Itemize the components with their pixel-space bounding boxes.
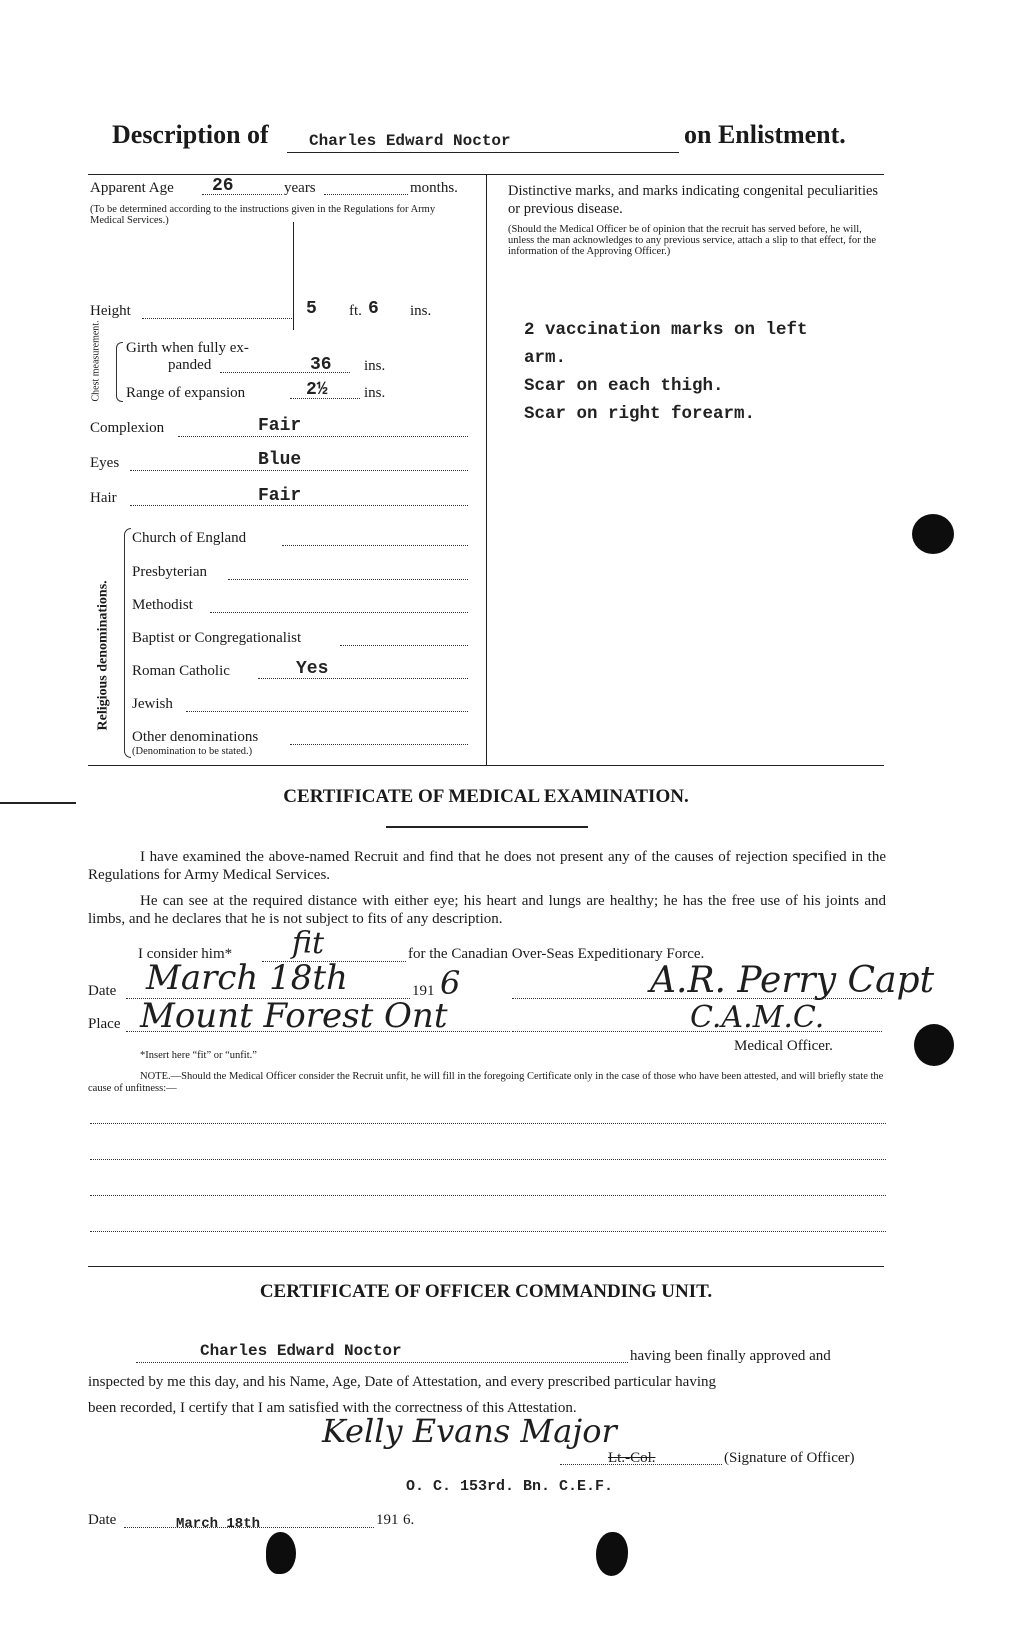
header-prefix: Description of	[112, 120, 269, 149]
officer-signature-dots	[560, 1464, 722, 1465]
officer-name-dots	[136, 1362, 628, 1363]
religion-dots	[282, 545, 468, 546]
medical-year-prefix: 191	[412, 983, 435, 999]
denomination-note: (Denomination to be stated.)	[132, 746, 253, 757]
punch-hole	[914, 1024, 954, 1066]
signature-of-officer-label: (Signature of Officer)	[724, 1450, 855, 1466]
range-value: 2½	[306, 380, 328, 400]
unfit-dots	[90, 1231, 886, 1232]
officer-text-2: inspected by me this day, and his Name, Age, Date of Attestation, and every prescribed particular having	[88, 1374, 717, 1390]
officer-date-label: Date	[88, 1512, 117, 1528]
officer-year-prefix: 191	[376, 1512, 399, 1528]
religion-roman-catholic-value: Yes	[296, 659, 329, 679]
months-label: months.	[410, 180, 458, 196]
punch-hole	[912, 514, 954, 554]
ink-blot	[266, 1532, 296, 1574]
religion-church-of-england: Church of England	[132, 530, 247, 546]
officer-text-1: having been finally approved and	[630, 1348, 831, 1364]
officer-text-3: been recorded, I certify that I am satisfied with the correctness of this Attestation.	[88, 1400, 577, 1416]
medical-year-value: 6	[440, 964, 461, 1002]
age-note: (To be determined according to the instructions given in the Regulations for Army Medical Services.)	[90, 204, 436, 226]
header-underline	[287, 152, 679, 153]
measure-divider	[293, 222, 294, 330]
religion-methodist: Methodist	[132, 597, 193, 613]
officer-certificate-title: CERTIFICATE OF OFFICER COMMANDING UNIT.	[259, 1281, 713, 1302]
ft-label: ft.	[349, 303, 362, 319]
religion-dots	[186, 711, 468, 712]
girth-label-1: Girth when fully ex-	[126, 340, 249, 356]
religion-presbyterian: Presbyterian	[132, 564, 207, 580]
eyes-dots	[130, 470, 468, 471]
margin-mark	[0, 802, 76, 804]
officer-signature: Kelly Evans Major	[322, 1412, 617, 1450]
struck-rank: Lt.-Col.	[608, 1450, 656, 1466]
range-dots	[290, 398, 360, 399]
medical-para-2: He can see at the required distance with either eye; his heart and lungs are healthy; he has the free use of his joints and limbs, and he declares that he is not subject to fits of any description.	[88, 893, 886, 927]
complexion-dots	[178, 436, 468, 437]
unfit-note: NOTE.—Should the Medical Officer consider the Recruit unfit, he will fill in the foregoing Certificate only in the case of those who have been attested, and will briefly state the cause of unfitness:—	[88, 1071, 884, 1094]
medical-officer-label: Medical Officer.	[734, 1038, 833, 1054]
height-label: Height	[90, 303, 131, 319]
distinctive-marks	[524, 316, 884, 428]
girth-value: 36	[310, 355, 332, 375]
fit-value: fit	[292, 926, 325, 961]
religion-dots	[210, 612, 468, 613]
age-dots	[202, 194, 282, 195]
medical-date-label: Date	[88, 983, 117, 999]
religion-roman-catholic: Roman Catholic	[132, 663, 230, 679]
height-dots	[142, 318, 292, 319]
age-value: 26	[212, 176, 234, 196]
range-label: Range of expansion	[126, 385, 246, 401]
ins-label: ins.	[410, 303, 432, 319]
header-suffix: on Enlistment.	[684, 120, 846, 149]
months-dots	[324, 194, 408, 195]
range-ins-label: ins.	[364, 385, 386, 401]
medical-officer-signature-corps: C.A.M.C.	[690, 1000, 825, 1035]
consider-label: I consider him*	[138, 946, 233, 962]
religion-jewish: Jewish	[132, 696, 173, 712]
officer-year-value: 6.	[403, 1512, 415, 1528]
officer-recruit-name: Charles Edward Noctor	[200, 1342, 402, 1360]
place-label: Place	[88, 1016, 121, 1032]
girth-ins-label: ins.	[364, 358, 386, 374]
distinctive-marks-note: (Should the Medical Officer be of opinion that the recruit has served before, he will, unless the man acknowledges to any previous service, attach a slip to that effect, for the information of the Approving Officer.)	[508, 224, 877, 257]
religion-brace	[124, 528, 131, 758]
ink-blot	[596, 1532, 628, 1576]
officer-section-rule	[88, 1266, 884, 1267]
section-rule	[88, 765, 884, 766]
religion-dots	[228, 579, 468, 580]
girth-label-2: panded	[168, 357, 212, 373]
religion-other: Other denominations	[132, 729, 259, 745]
unfit-dots	[90, 1195, 886, 1196]
complexion-label: Complexion	[90, 420, 165, 436]
age-label: Apparent Age	[90, 180, 174, 196]
hair-value: Fair	[258, 486, 302, 506]
medical-certificate-title: CERTIFICATE OF MEDICAL EXAMINATION.	[283, 786, 689, 807]
recruit-name: Charles Edward Noctor	[309, 132, 511, 150]
eyes-value: Blue	[258, 450, 302, 470]
mark-line: Scar on right forearm.	[524, 404, 756, 424]
title-rule	[386, 826, 588, 828]
officer-unit: O. C. 153rd. Bn. C.E.F.	[406, 1478, 614, 1495]
religion-baptist: Baptist or Congregationalist	[132, 630, 302, 646]
insert-note: *Insert here “fit” or “unfit.”	[140, 1050, 257, 1061]
mark-line: arm.	[524, 348, 567, 368]
mark-line: Scar on each thigh.	[524, 376, 724, 396]
column-divider	[486, 174, 487, 766]
force-label: for the Canadian Over-Seas Expeditionary Force.	[408, 946, 705, 962]
chest-label: Chest measurement.	[90, 320, 102, 402]
religion-dots	[290, 744, 468, 745]
medical-officer-signature: A.R. Perry Capt	[650, 960, 935, 1001]
religion-dots	[258, 678, 468, 679]
place-value: Mount Forest Ont	[140, 996, 448, 1036]
mark-line: 2 vaccination marks on left	[524, 320, 808, 340]
distinctive-marks-title: Distinctive marks, and marks indicating congenital peculiarities or previous disease.	[508, 183, 879, 217]
height-ft-value: 5	[306, 299, 317, 319]
eyes-label: Eyes	[90, 455, 120, 471]
religion-dots	[340, 645, 468, 646]
medical-date-value: March 18th	[146, 958, 348, 998]
religion-label: Religious denominations.	[95, 580, 111, 731]
unfit-dots	[90, 1123, 886, 1124]
officer-date-value: March 18th	[176, 1516, 261, 1532]
years-label: years	[284, 180, 316, 196]
unfit-dots	[90, 1159, 886, 1160]
hair-label: Hair	[90, 490, 117, 506]
medical-para-1: I have examined the above-named Recruit and find that he does not present any of the causes of rejection specified in the Regulations for Army Medical Services.	[88, 849, 886, 883]
complexion-value: Fair	[258, 416, 302, 436]
chest-brace	[116, 342, 123, 402]
height-in-value: 6	[368, 299, 379, 319]
document-header	[112, 120, 872, 160]
